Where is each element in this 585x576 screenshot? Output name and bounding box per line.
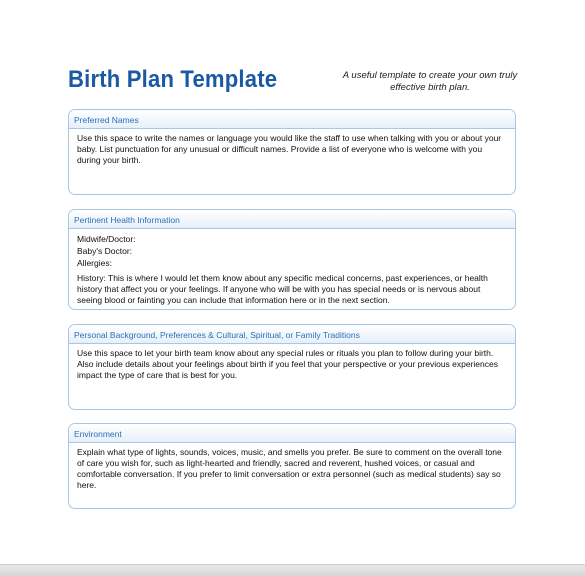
section-health-information [68, 209, 516, 310]
section-body [69, 129, 515, 166]
document-title: Birth Plan Template [68, 66, 278, 93]
section-preferred-names [68, 109, 516, 195]
page-bottom-edge [0, 564, 585, 576]
section-body [69, 344, 515, 381]
section-heading: Pertinent Health Information [74, 215, 180, 225]
section-text: Use this space to let your birth team know about any special rules or rituals you plan to follow during your birth. Also include details about your feelings about birth if you feel that your perspective or your previous experiences impact the type of care that is best for you. [77, 348, 498, 380]
document-tagline: A useful template to create your own truly effective birth plan. [342, 70, 518, 93]
section-text: Explain what type of lights, sounds, voices, music, and smells you prefer. Be sure to comment on the overall tone of care you wish for, such as light-hearted and friendly, sacred and reverent, hushed voices, or casual and comfortable conversation. If you prefer to limit conversation or extra personnel (such as medical students) say so here. [77, 447, 502, 490]
allergies-field: Allergies: [77, 258, 112, 268]
babys-doctor-field: Baby's Doctor: [77, 246, 133, 256]
section-text: History: This is where I would let them know about any specific medical concerns, past experiences, or health history that affect you or your feelings. If anyone who will be with you has special needs or is nervous about seeing blood or fainting you can include that information here or in the next section. [77, 273, 488, 305]
section-environment [68, 423, 516, 509]
section-heading: Environment [74, 429, 122, 439]
section-header [69, 424, 515, 443]
section-personal-background [68, 324, 516, 410]
section-header [69, 110, 515, 129]
section-header [69, 210, 515, 229]
midwife-doctor-field: Midwife/Doctor: [77, 234, 136, 244]
section-text: Use this space to write the names or language you would like the staff to use when talking with you or about your baby. List punctuation for any unusual or difficult names. Provide a list of everyone who is welcome with you during your birth. [77, 133, 502, 165]
section-heading: Personal Background, Preferences & Cultural, Spiritual, or Family Traditions [74, 330, 360, 340]
section-header [69, 325, 515, 344]
section-body [69, 229, 515, 306]
section-heading: Preferred Names [74, 115, 139, 125]
section-body [69, 443, 515, 491]
